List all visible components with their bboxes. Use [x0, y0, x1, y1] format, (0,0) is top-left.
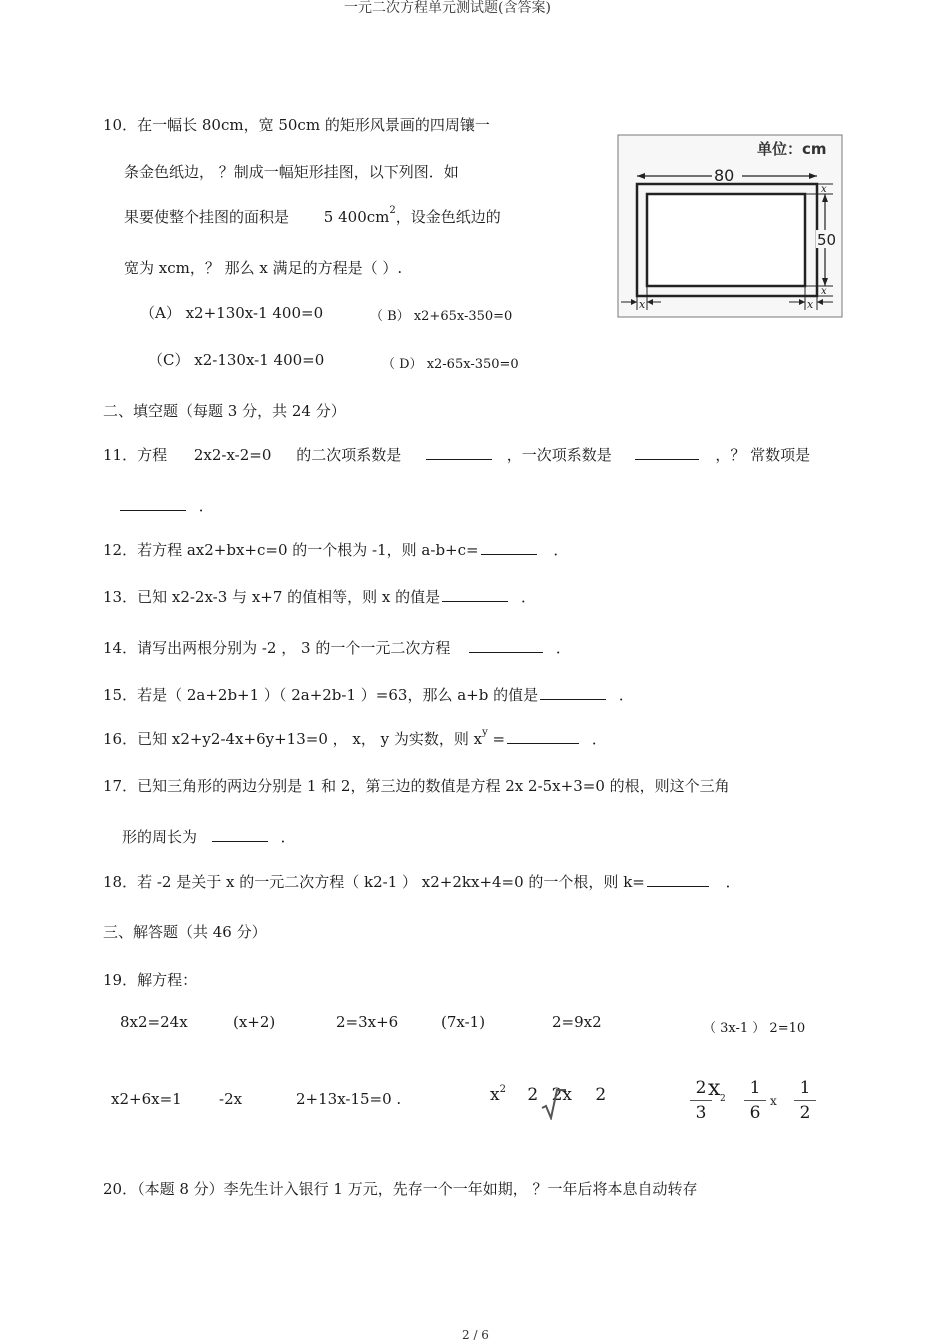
q10-line3-c: ，设金色纸边的 — [395, 208, 501, 226]
q12-blank[interactable] — [481, 553, 537, 555]
q15-end: ． — [618, 686, 634, 704]
q10-line2: 条金色纸边， ？制成一幅矩形挂图，以下列图．如 — [124, 163, 459, 181]
q17-text: 形的周长为 — [122, 828, 198, 846]
q11-blank-1[interactable] — [426, 458, 492, 460]
section3-title: 三、解答题（共 46 分） — [103, 923, 267, 941]
q19-eq3-a: (7x-1) — [441, 1013, 486, 1031]
q11-equation: 2x2-x-2=0 — [193, 446, 272, 464]
q14-line — [103, 637, 571, 658]
frac3-numerator: 1 — [799, 1078, 811, 1098]
q10-line3-a: 果要使整个挂图的面积是 — [124, 208, 290, 226]
q17-end: ． — [280, 828, 296, 846]
q19-eq8-sup: 2 — [720, 1094, 726, 1104]
q18-end: ． — [725, 873, 741, 891]
q10-line3 — [124, 206, 501, 227]
q15-line — [103, 684, 634, 705]
q17-line2 — [122, 826, 296, 847]
q18-line — [103, 871, 741, 892]
q17-blank[interactable] — [212, 840, 268, 842]
q16-end: ． — [591, 730, 607, 748]
q16-text: 16．已知 x2+y2-4x+6y+13=0 ， x， y 为实数，则 x — [103, 730, 483, 748]
q19-eq3-b: 2=9x2 — [552, 1013, 602, 1031]
figure-x-left: x — [639, 298, 646, 311]
q11-part-c: 的二次项系数是 — [296, 446, 402, 464]
q19-title: 19．解方程： — [103, 971, 198, 989]
q13-end: ． — [520, 588, 536, 606]
figure-x-top: x — [821, 184, 827, 195]
q11-part-a: 11．方程 — [103, 446, 168, 464]
frac2-numerator: 1 — [749, 1078, 761, 1098]
q10-option-b: （ B） x2+65x-350=0 — [370, 309, 513, 324]
q19-eq2-a: (x+2) — [233, 1013, 276, 1031]
page-header-title: 一元二次方程单元测试题(含答案) — [344, 0, 551, 16]
q19-eq8-x2: x — [770, 1094, 777, 1108]
q16-blank[interactable] — [507, 742, 579, 744]
q13-text: 13．已知 x2-2x-3 与 x+7 的值相等，则 x 的值是 — [103, 588, 441, 606]
q19-eq2-b: 2=3x+6 — [336, 1013, 399, 1031]
frac1-numerator: 2 — [695, 1078, 707, 1098]
q19-eq6-b: 2+13x-15=0 . — [296, 1090, 402, 1108]
q10-option-d: （ D） x2-65x-350=0 — [382, 357, 519, 372]
q13-line — [103, 586, 536, 607]
q19-eq1: 8x2=24x — [120, 1013, 188, 1031]
q19-eq7-sup: 2 — [499, 1084, 506, 1095]
q20-line1: 20．（本题 8 分）李先生计入银行 1 万元，先存一个一年如期， ？一年后将本息自动转存 — [103, 1180, 698, 1198]
figure-width-label: 80 — [714, 166, 735, 185]
sqrt-icon — [540, 1086, 566, 1120]
q10-line3-sup: 2 — [389, 205, 396, 216]
section2-title: 二、填空题（每题 3 分，共 24 分） — [103, 402, 346, 420]
figure-x-right: x — [821, 286, 827, 297]
q18-text: 18．若 -2 是关于 x 的一元二次方程（ k2-1 ） x2+2kx+4=0 的一个根，则 k= — [103, 873, 645, 891]
q10-option-a: （A） x2+130x-1 400=0 — [140, 304, 324, 322]
q12-text: 12．若方程 ax2+bx+c=0 的一个根为 -1，则 a-b+c= — [103, 541, 479, 559]
page-number: 2 / 6 — [462, 1328, 489, 1342]
q15-blank[interactable] — [540, 698, 606, 700]
q11-line2 — [118, 495, 214, 516]
figure-inner-rect — [647, 194, 805, 286]
q18-blank[interactable] — [647, 885, 709, 887]
q10-frame-figure — [617, 134, 843, 318]
q14-text: 14．请写出两根分别为 -2 ， 3 的一个一元二次方程 — [103, 639, 451, 657]
q11-part-d: ，一次项系数是 — [506, 446, 612, 464]
q19-eq7-term: 2x — [551, 1085, 573, 1105]
q19-eq8-x1: x — [708, 1076, 721, 1101]
figure-unit-label: 单位：cm — [757, 140, 827, 158]
frac3-denominator: 2 — [799, 1103, 811, 1123]
q19-eq6-a: -2x — [219, 1090, 243, 1108]
q15-text: 15．若是（ 2a+2b+1 ）（ 2a+2b-1 ）=63，那么 a+b 的值是 — [103, 686, 539, 704]
q19-eq4: （ 3x-1 ） 2=10 — [703, 1021, 806, 1036]
q10-line3-b: 5 400cm — [323, 208, 390, 226]
q19-eq8-frac3 — [794, 1078, 816, 1123]
frac2-denominator: 6 — [749, 1103, 761, 1123]
q10-option-c: （C） x2-130x-1 400=0 — [148, 351, 325, 369]
q11-blank-2[interactable] — [635, 458, 699, 460]
q12-line — [103, 539, 568, 560]
q19-eq8-frac2 — [744, 1078, 766, 1123]
q19-eq5: x2+6x=1 — [111, 1090, 182, 1108]
q10-line1: 10．在一幅长 80cm，宽 50cm 的矩形风景画的四周镶一 — [103, 116, 490, 134]
q16-line — [103, 728, 607, 749]
q14-blank[interactable] — [469, 651, 543, 653]
figure-height-label: 50 — [817, 231, 837, 249]
q14-end: ． — [555, 639, 571, 657]
q16-eq: = — [487, 730, 506, 748]
q17-line1: 17．已知三角形的两边分别是 1 和 2，第三边的数值是方程 2x 2-5x+3=0 的根，则这个三角 — [103, 777, 730, 795]
q16-sup: y — [482, 727, 488, 738]
figure-x-bottom: x — [807, 298, 814, 311]
q19-eq7-coef: 2 — [527, 1085, 539, 1105]
q11-part-e: ，？ 常数项是 — [715, 446, 811, 464]
frac1-denominator: 3 — [695, 1103, 707, 1123]
q12-end: ． — [553, 541, 569, 559]
q19-eq7-const: 2 — [595, 1085, 607, 1105]
q19-eq7-x: x — [490, 1085, 500, 1105]
q11-blank-3[interactable] — [120, 509, 186, 511]
q10-line4: 宽为 xcm，？ 那么 x 满足的方程是（ ）. — [124, 259, 403, 277]
q11-line1 — [103, 444, 810, 465]
q13-blank[interactable] — [442, 600, 508, 602]
q11-end: ． — [198, 497, 214, 515]
